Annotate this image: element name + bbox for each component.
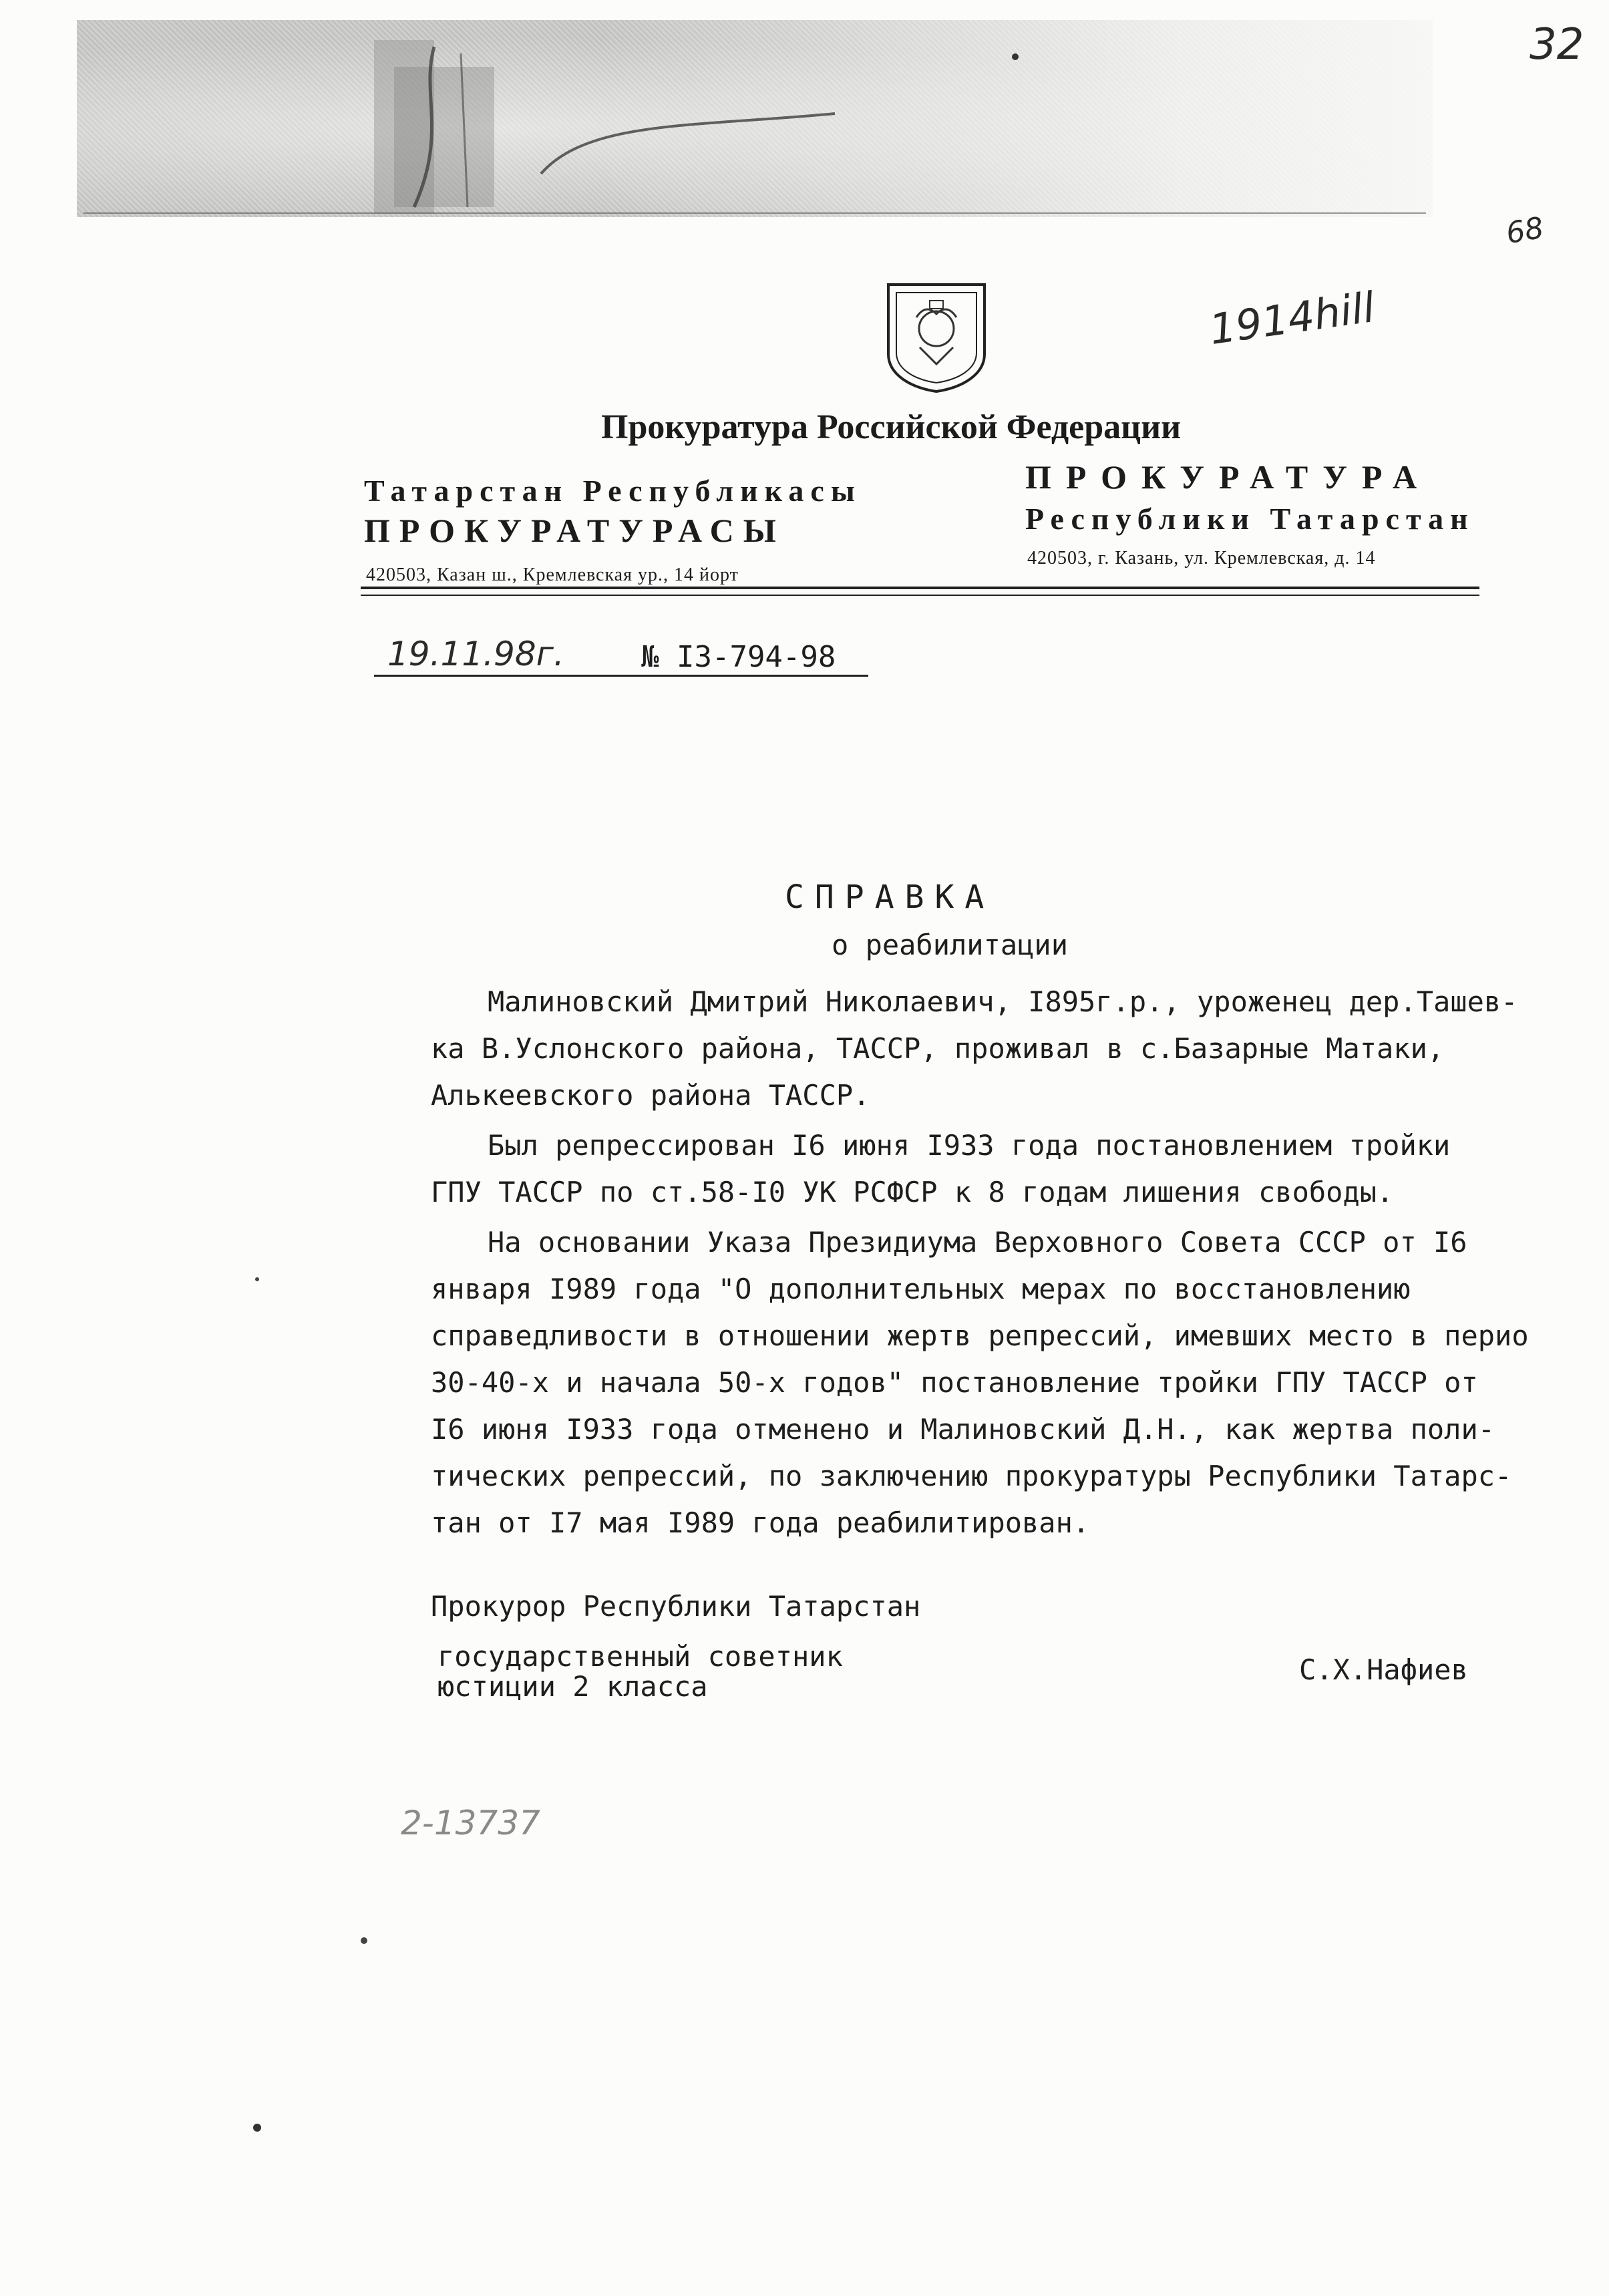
right-line2: Республики Татарстан [1025, 502, 1475, 536]
document-title: СПРАВКА [785, 878, 995, 916]
body-line-8: справедливости в отношении жертв репрессий, имевших место в перио [431, 1319, 1529, 1352]
page-number: 32 [1530, 20, 1584, 69]
body-line-6: На основании Указа Президиума Верховного Совета СССР от I6 [488, 1226, 1467, 1259]
document-subtitle: о реабилитации [832, 929, 1069, 961]
header-title: Прокуратура Российской Федерации [601, 408, 1182, 446]
body-line-1: Малиновский Дмитрий Николаевич, I895г.р., уроженец дер.Ташев- [488, 985, 1518, 1018]
right-line1: ПРОКУРАТУРА [1025, 458, 1432, 496]
body-line-11: тических репрессий, по заключению прокуратуры Республики Татарс- [431, 1460, 1512, 1492]
body-line-4: Был репрессирован I6 июня I933 года постановлением тройки [488, 1129, 1451, 1162]
left-line2: ПРОКУРАТУРАСЫ [364, 512, 785, 549]
body-line-9: 30-40-х и начала 50-х годов" постановление тройки ГПУ ТАССР от [431, 1366, 1478, 1399]
body-line-5: ГПУ ТАССР по ст.58-I0 УК РСФСР к 8 годам лишения свободы. [431, 1176, 1394, 1208]
sheet-number: 68 [1503, 210, 1547, 251]
reference-number: № I3-794-98 [641, 640, 836, 674]
reference-date: 19.11.98г. [387, 635, 564, 673]
right-address: 420503, г. Казань, ул. Кремлевская, д. 14 [1027, 548, 1376, 568]
signature-name: С.Х.Нафиев [1299, 1653, 1468, 1686]
body-line-7: января I989 года "О дополнительных мерах по восстановлению [431, 1273, 1411, 1305]
body-line-12: тан от I7 мая I989 года реабилитирован. [431, 1506, 1090, 1539]
body-line-3: Алькеевского района ТАССР. [431, 1079, 870, 1112]
signature-position-3: юстиции 2 класса [437, 1670, 708, 1703]
left-address: 420503, Казан ш., Кремлевская ур., 14 йорт [366, 564, 739, 585]
body-line-10: I6 июня I933 года отменено и Малиновский Д.Н., как жертва поли- [431, 1413, 1495, 1446]
bottom-mark: 2-13737 [401, 1804, 540, 1842]
signature-position-1: Прокурор Республики Татарстан [431, 1590, 921, 1623]
body-line-2: ка В.Услонского района, ТАССР, проживал в с.Базарные Матаки, [431, 1032, 1445, 1065]
handwritten-note: 1914hill [1206, 283, 1378, 354]
signature-position-2: государственный советник [437, 1640, 843, 1673]
left-line1: Татарстан Республикасы [364, 474, 862, 508]
